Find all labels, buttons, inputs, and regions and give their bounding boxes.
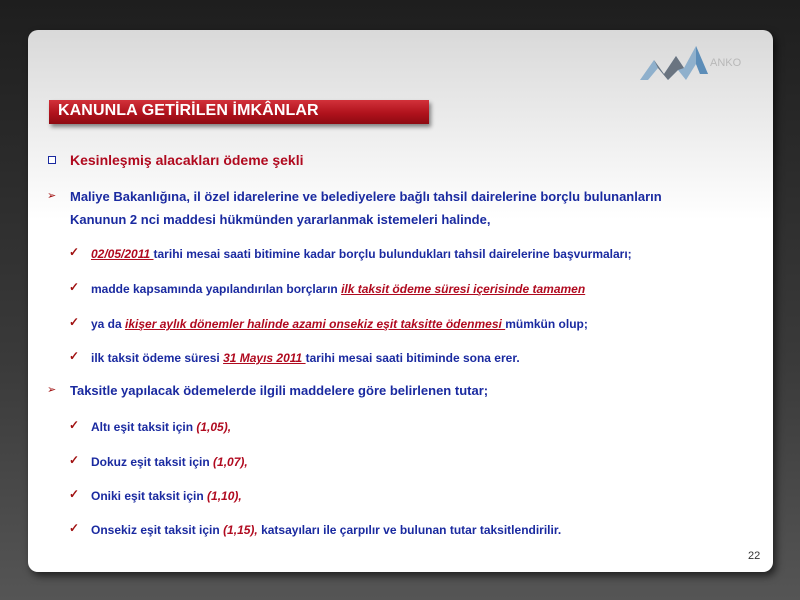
coefficient-item-2: Dokuz eşit taksit için (1,07), bbox=[91, 455, 248, 469]
payment-highlight: ilk taksit ödeme süresi içerisinde tamamen bbox=[341, 282, 586, 296]
checkmark-icon: ✓ bbox=[69, 349, 80, 363]
slide-title: KANUNLA GETİRİLEN İMKÂNLAR bbox=[58, 102, 319, 119]
sub-item-3: ya da ikişer aylık dönemler halinde azami onsekiz eşit taksitte ödenmesi mümkün olup; bbox=[91, 317, 588, 331]
bullet-1: Kesinleşmiş alacakları ödeme şekli bbox=[70, 152, 304, 168]
logo-icon bbox=[640, 38, 770, 86]
svg-text:ANKO: ANKO bbox=[710, 57, 742, 69]
deadline-highlight: 31 Mayıs 2011 bbox=[223, 351, 306, 365]
coefficient-item-3: Oniki eşit taksit için (1,10), bbox=[91, 489, 242, 503]
sub-item-1: 02/05/2011 tarihi mesai saati bitimine kadar borçlu bulundukları tahsil dairelerine başvurmaları; bbox=[91, 247, 632, 261]
coefficient-item-4: Onsekiz eşit taksit için (1,15), katsayıları ile çarpılır ve bulunan tutar taksitlendirilir. bbox=[91, 523, 562, 537]
bullet-3: Taksitle yapılacak ödemelerde ilgili maddelere göre belirlenen tutar; bbox=[70, 383, 489, 398]
coefficient-value: (1,10), bbox=[207, 489, 242, 503]
installment-highlight: ikişer aylık dönemler halinde azami onsekiz eşit taksitte ödenmesi bbox=[125, 317, 506, 331]
checkmark-icon: ✓ bbox=[69, 315, 80, 329]
coefficient-value: (1,15), bbox=[223, 523, 258, 537]
title-bar bbox=[49, 100, 429, 124]
square-bullet-icon bbox=[48, 156, 56, 164]
coefficient-item-1: Altı eşit taksit için (1,05), bbox=[91, 420, 232, 434]
arrow-bullet-icon: ➢ bbox=[47, 190, 57, 202]
coefficient-value: (1,07), bbox=[213, 455, 248, 469]
checkmark-icon: ✓ bbox=[69, 521, 80, 535]
checkmark-icon: ✓ bbox=[69, 487, 80, 501]
checkmark-icon: ✓ bbox=[69, 245, 80, 259]
coefficient-value: (1,05), bbox=[196, 420, 232, 434]
bullet-2-line-1: Maliye Bakanlığına, il özel idarelerine ve belediyelere bağlı tahsil dairelerine borçlu bulunanların bbox=[70, 189, 662, 204]
date-highlight: 02/05/2011 bbox=[91, 247, 154, 261]
arrow-bullet-icon: ➢ bbox=[47, 384, 57, 396]
checkmark-icon: ✓ bbox=[69, 280, 80, 294]
checkmark-icon: ✓ bbox=[69, 418, 80, 432]
bullet-2-line-2: Kanunun 2 nci maddesi hükmünden yararlanmak istemeleri halinde, bbox=[70, 212, 491, 227]
sub-item-2: madde kapsamında yapılandırılan borçların ilk taksit ödeme süresi içerisinde tamamen bbox=[91, 282, 586, 296]
slide bbox=[28, 30, 773, 572]
page-number: 22 bbox=[748, 550, 761, 562]
checkmark-icon: ✓ bbox=[69, 453, 80, 467]
sub-item-4: ilk taksit ödeme süresi 31 Mayıs 2011 tarihi mesai saati bitiminde sona erer. bbox=[91, 351, 520, 365]
